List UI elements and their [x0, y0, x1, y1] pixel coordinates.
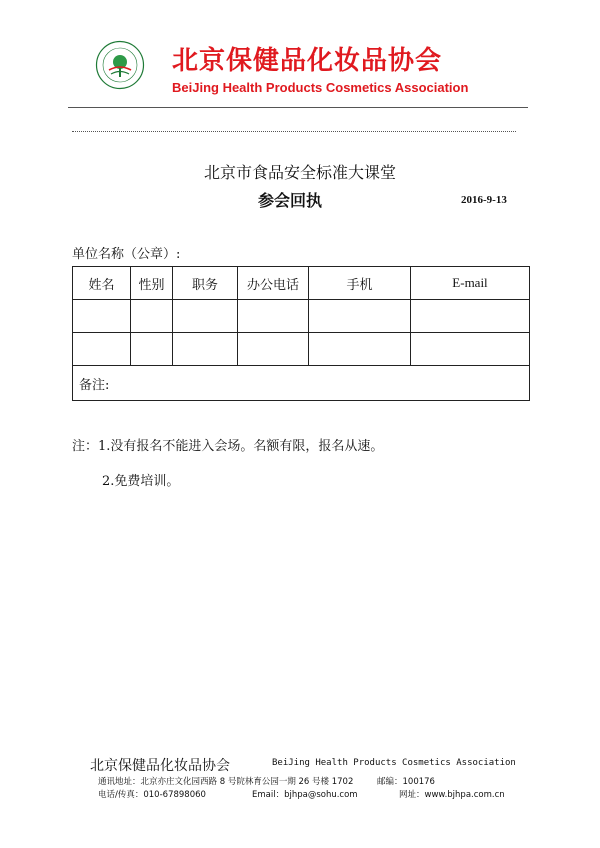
table-row [73, 300, 530, 333]
column-header-name: 姓名 [73, 267, 131, 300]
column-header-gender: 性别 [131, 267, 173, 300]
org-name-en: BeiJing Health Products Cosmetics Association [172, 80, 469, 95]
cell-email[interactable] [411, 333, 530, 366]
org-name-cn: 北京保健品化妆品协会 [172, 46, 443, 76]
note-1: 注：1.没有报名不能进入会场。名额有限，报名从速。 [72, 439, 384, 454]
cell-position[interactable] [173, 333, 238, 366]
document-date: 2016-9-13 [461, 194, 507, 206]
column-header-position: 职务 [173, 267, 238, 300]
cell-email[interactable] [411, 300, 530, 333]
letterhead [0, 0, 600, 110]
document-title: 北京市食品安全标准大课堂 [203, 163, 396, 182]
footer-postcode: 邮编：100176 [377, 777, 435, 787]
column-header-office-phone: 办公电话 [238, 267, 309, 300]
document-subtitle: 参会回执 [258, 191, 323, 210]
cell-gender[interactable] [131, 333, 173, 366]
registration-table [72, 266, 530, 401]
table-row [73, 333, 530, 366]
cell-mobile[interactable] [309, 333, 411, 366]
cell-gender[interactable] [131, 300, 173, 333]
cell-office-phone[interactable] [238, 333, 309, 366]
footer [0, 748, 600, 848]
cell-mobile[interactable] [309, 300, 411, 333]
table-header-row [73, 267, 530, 300]
cell-position[interactable] [173, 300, 238, 333]
footer-website: 网址：www.bjhpa.com.cn [399, 790, 505, 800]
remark-cell[interactable]: 备注: [73, 366, 530, 401]
column-header-email: E-mail [411, 267, 530, 300]
footer-phone: 电话/传真：010-67898060 [98, 790, 206, 800]
unit-name-label: 单位名称（公章）: [72, 247, 181, 262]
cell-name[interactable] [73, 333, 131, 366]
cell-office-phone[interactable] [238, 300, 309, 333]
footer-org-name-cn: 北京保健品化妆品协会 [90, 758, 230, 774]
footer-org-name-en: BeiJing Health Products Cosmetics Association [272, 758, 516, 768]
cell-name[interactable] [73, 300, 131, 333]
dotted-divider [72, 131, 516, 132]
remark-row [73, 366, 530, 401]
note-2: 2.免费培训。 [102, 474, 180, 489]
header-divider [68, 107, 528, 108]
footer-email: Email：bjhpa@sohu.com [252, 790, 358, 800]
footer-address: 通讯地址：北京亦庄文化园西路 8 号院林育公园一期 26 号楼 1702 [98, 777, 354, 787]
column-header-mobile: 手机 [309, 267, 411, 300]
association-logo-icon [95, 40, 145, 90]
